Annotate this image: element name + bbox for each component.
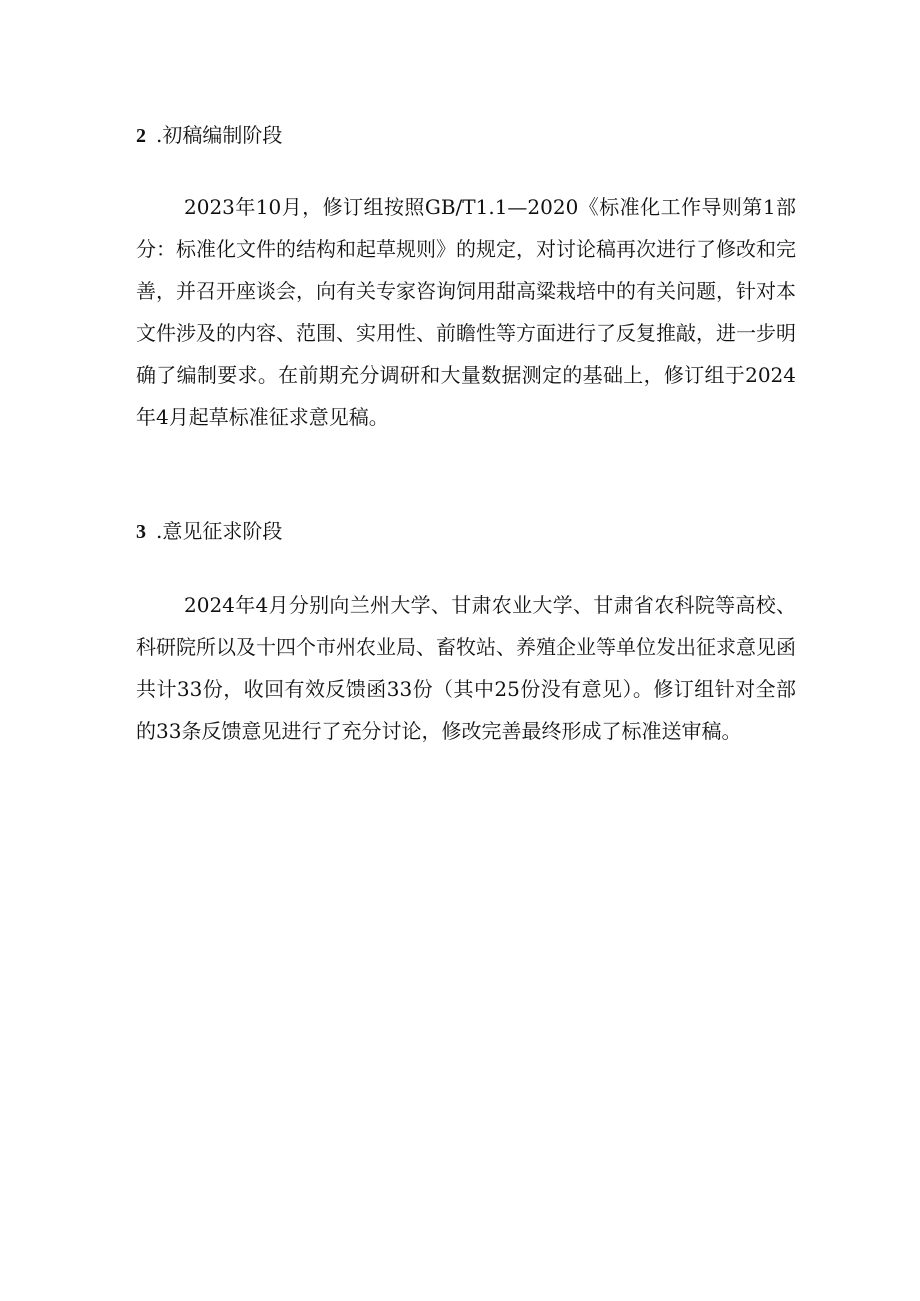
section-paragraph-3: 2024年4月分别向兰州大学、甘肃农业大学、甘肃省农科院等高校、科研院所以及十四个市州农业局、畜牧站、养殖企业等单位发出征求意见函共计33份，收回有效反馈函33份（其中25份没有意见）。修订组针对全部的33条反馈意见进行了充分讨论，修改完善最终形成了标准送审稿。 xyxy=(136,593,796,743)
section-number: 2 xyxy=(136,125,146,147)
section-title: .意见征求阶段 xyxy=(156,519,283,543)
section-paragraph-2: 2023年10月，修订组按照GB/T1.1—2020《标准化工作导则第1部分：标准化文件的结构和起草规则》的规定，对讨论稿再次进行了修改和完善，并召开座谈会，向有关专家咨询饲用甜高粱栽培中的有关问题，针对本文件涉及的内容、范围、实用性、前瞻性等方面进行了反复推敲，进一步明确了编制要求。在前期充分调研和大量数据测定的基础上，修订组于2024年4月起草标准征求意见稿。 xyxy=(136,195,796,429)
section-number: 3 xyxy=(136,521,146,543)
section-title: .初稿编制阶段 xyxy=(156,123,283,147)
section-heading-3 xyxy=(136,517,282,546)
section-heading-2 xyxy=(136,121,282,150)
